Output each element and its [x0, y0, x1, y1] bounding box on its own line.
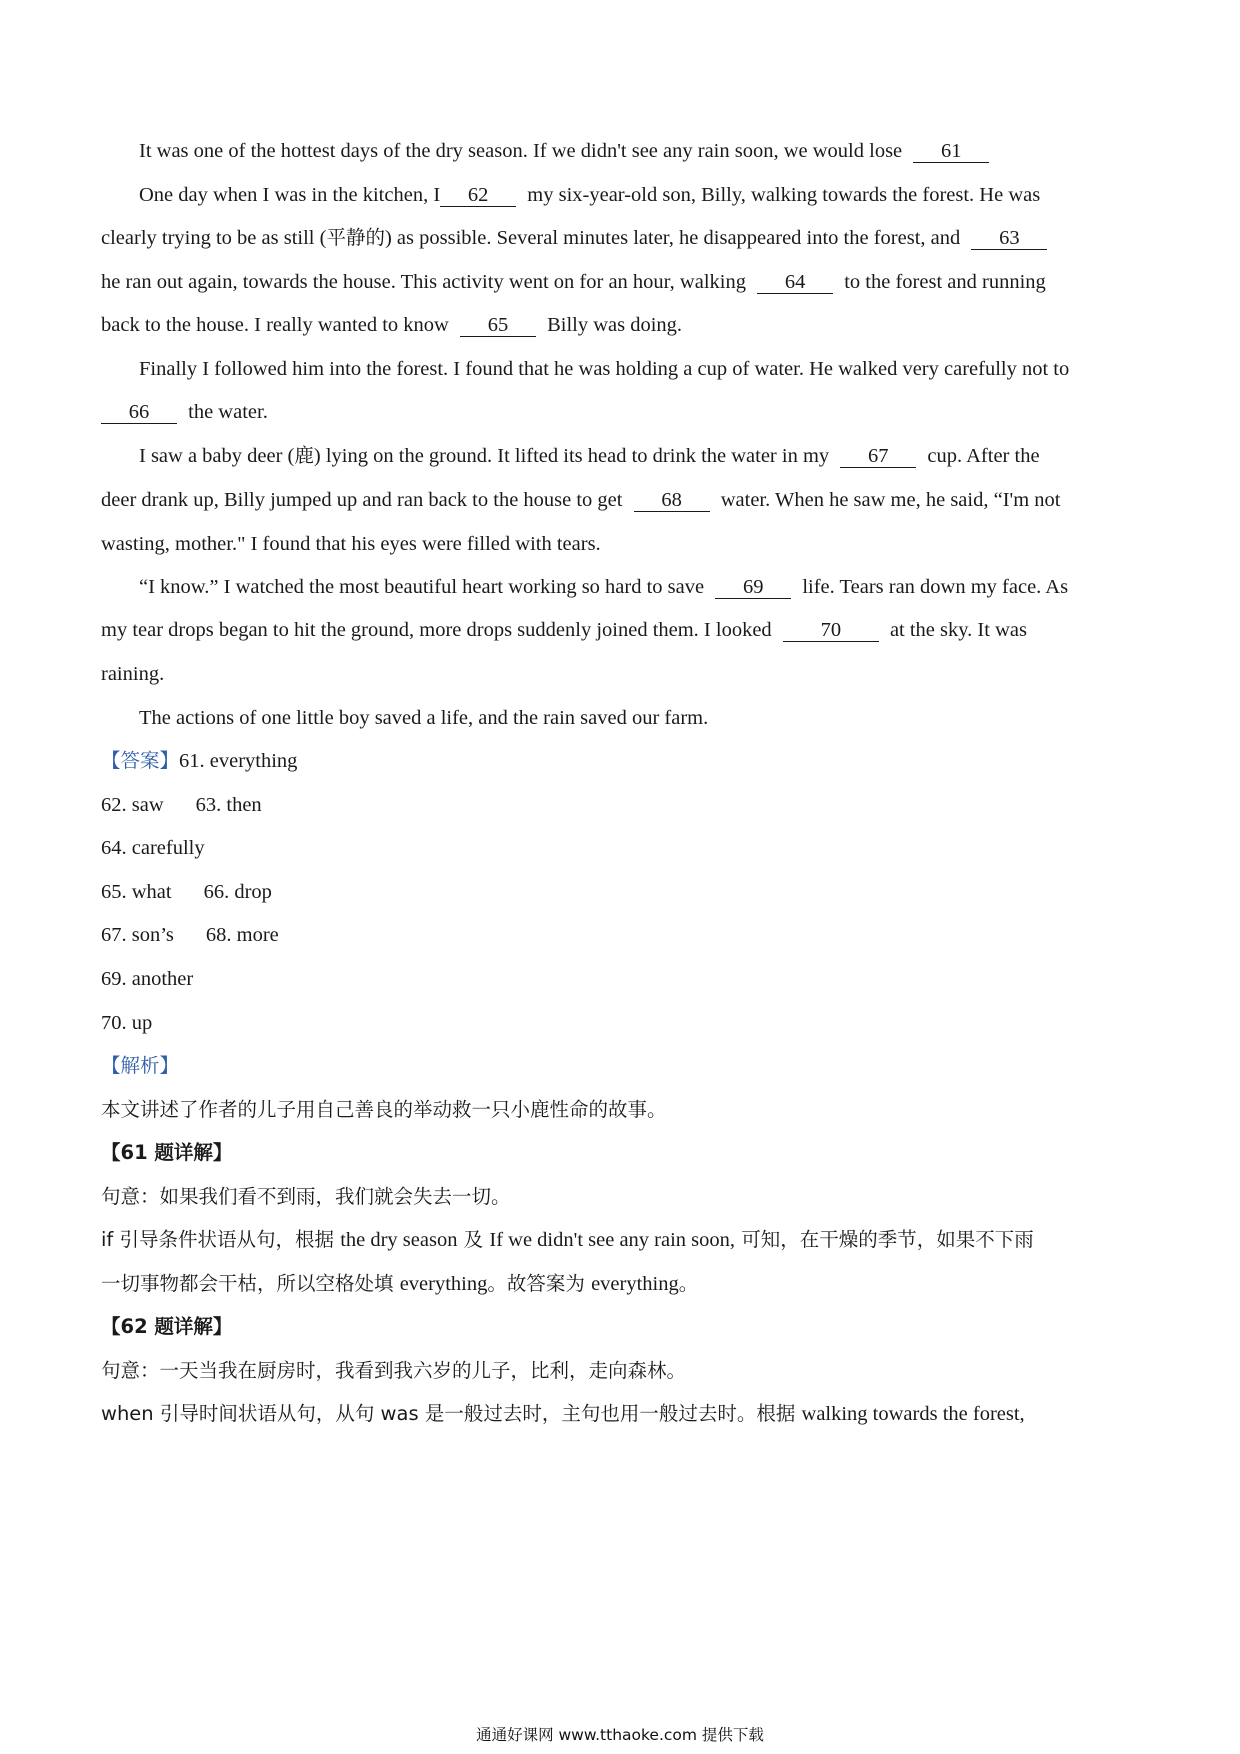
passage-line: [101, 661, 164, 687]
passage-line: [139, 705, 708, 731]
passage-line: [139, 138, 995, 164]
q62-meaning: [101, 1358, 686, 1384]
answers-line: [101, 922, 279, 948]
blank-67: 67: [840, 445, 916, 468]
explanation-text: if 引导条件状语从句，根据: [101, 1228, 341, 1251]
answer-65: 65. what: [101, 881, 172, 903]
page-footer: 通通好课网 www.tthaoke.com 提供下载: [476, 1726, 764, 1744]
passage-text: ) lying on the ground. It lifted its head to drink the water in my: [313, 445, 830, 467]
passage-line: [139, 574, 1068, 600]
answer-64: 64. carefully: [101, 837, 205, 859]
passage-line: [139, 182, 1040, 208]
blank-64: 64: [757, 271, 833, 294]
passage-text: my six-year-old son, Billy, walking towards the forest. He was: [527, 184, 1041, 206]
passage-text: ) as possible. Several minutes later, he disappeared into the forest, and: [384, 227, 961, 249]
passage-text: the water.: [188, 401, 268, 423]
quoted-text: the dry season: [340, 1229, 458, 1251]
explanation-text: 及: [457, 1228, 490, 1251]
passage-line: [101, 225, 1053, 251]
passage-text: clearly trying to be as still (: [101, 227, 327, 249]
passage-line: [101, 269, 1046, 295]
passage-text: at the sky. It was: [889, 619, 1027, 641]
answer-63: 63. then: [195, 794, 262, 816]
answers-line: [101, 879, 272, 905]
explanation-text: 一切事物都会干枯，所以空格处填: [101, 1272, 400, 1295]
blank-65: 65: [460, 314, 536, 337]
passage-text: One day when I was in the kitchen, I: [139, 184, 441, 206]
quoted-text: If we didn't see any rain soon,: [489, 1229, 736, 1251]
blank-66: 66: [101, 401, 177, 424]
answers-line: [101, 966, 193, 992]
answer-label: 【答案】: [101, 749, 180, 772]
answer-62: 62. saw: [101, 794, 164, 816]
q62-title: [101, 1314, 232, 1340]
sentence-meaning: 句意：一天当我在厨房时，我看到我六岁的儿子，比利，走向森林。: [101, 1359, 687, 1382]
passage-text: wasting, mother." I found that his eyes were filled with tears.: [101, 533, 601, 555]
analysis-text: 本文讲述了作者的儿子用自己善良的举动救一只小鹿性命的故事。: [101, 1098, 667, 1121]
passage-text: cup. After the: [927, 445, 1040, 467]
blank-69: 69: [715, 576, 791, 599]
explanation-text: 可知，在干燥的季节，如果不下雨: [735, 1228, 1034, 1251]
passage-line: [139, 356, 1069, 382]
passage-text: I saw a baby deer (: [139, 445, 295, 467]
answers-line: [101, 748, 297, 774]
answer-66: 66. drop: [203, 881, 272, 903]
analysis-label: 【解析】: [101, 1054, 180, 1077]
passage-text: he ran out again, towards the house. This activity went on for an hour, walking: [101, 271, 746, 293]
q61-explanation: [101, 1227, 1034, 1253]
passage-text: back to the house. I really wanted to know: [101, 314, 449, 336]
chinese-gloss: 鹿: [294, 444, 314, 467]
passage-line: [101, 399, 268, 425]
quoted-text: everything: [591, 1273, 679, 1295]
passage-line: [101, 312, 682, 338]
quoted-text: walking towards the forest,: [801, 1403, 1025, 1425]
analysis-heading: [101, 1053, 179, 1079]
answers-line: [101, 1010, 152, 1036]
passage-text: Billy was doing.: [547, 314, 683, 336]
passage-text: life. Tears ran down my face. As: [802, 576, 1069, 598]
passage-text: raining.: [101, 663, 165, 685]
passage-text: to the forest and running: [844, 271, 1046, 293]
answer-69: 69. another: [101, 968, 194, 990]
answers-line: [101, 792, 262, 818]
passage-text: deer drank up, Billy jumped up and ran back to the house to get: [101, 489, 623, 511]
answer-68: 68. more: [205, 924, 279, 946]
passage-line: [101, 487, 1061, 513]
passage-text: “I know.” I watched the most beautiful heart working so hard to save: [139, 576, 705, 598]
passage-text: It was one of the hottest days of the dry season. If we didn't see any rain soon, we would lose: [139, 140, 903, 162]
passage-line: [139, 443, 1040, 469]
blank-70: 70: [783, 619, 879, 642]
passage-line: [101, 617, 1027, 643]
blank-61: 61: [913, 140, 989, 163]
passage-line: [101, 531, 601, 557]
answer-61: 61. everything: [179, 750, 298, 772]
quoted-text: everything: [399, 1273, 488, 1295]
blank-63: 63: [971, 227, 1047, 250]
q61-explanation: [101, 1271, 698, 1297]
q62-explanation: [101, 1401, 1025, 1427]
question-title: 【61 题详解】: [101, 1141, 233, 1164]
explanation-text: when 引导时间状语从句，从句 was 是一般过去时，主句也用一般过去时。根据: [101, 1402, 802, 1425]
passage-text: Finally I followed him into the forest. I found that he was holding a cup of water. He walked very carefully not to: [139, 358, 1070, 380]
passage-text: The actions of one little boy saved a life, and the rain saved our farm.: [139, 707, 709, 729]
q61-meaning: [101, 1184, 511, 1210]
explanation-text: 。故答案为: [487, 1272, 592, 1295]
sentence-meaning: 句意：如果我们看不到雨，我们就会失去一切。: [101, 1185, 511, 1208]
passage-text: my tear drops began to hit the ground, more drops suddenly joined them. I looked: [101, 619, 772, 641]
chinese-gloss: 平静的: [326, 226, 385, 249]
q61-title: [101, 1140, 232, 1166]
answers-line: [101, 835, 205, 861]
analysis-summary: [101, 1097, 667, 1123]
blank-68: 68: [634, 489, 710, 512]
answer-67: 67. son’s: [101, 924, 174, 946]
blank-62: 62: [440, 184, 516, 207]
explanation-text: 。: [678, 1272, 699, 1295]
answer-70: 70. up: [101, 1012, 153, 1034]
question-title: 【62 题详解】: [101, 1315, 233, 1338]
passage-text: water. When he saw me, he said, “I'm not: [720, 489, 1061, 511]
